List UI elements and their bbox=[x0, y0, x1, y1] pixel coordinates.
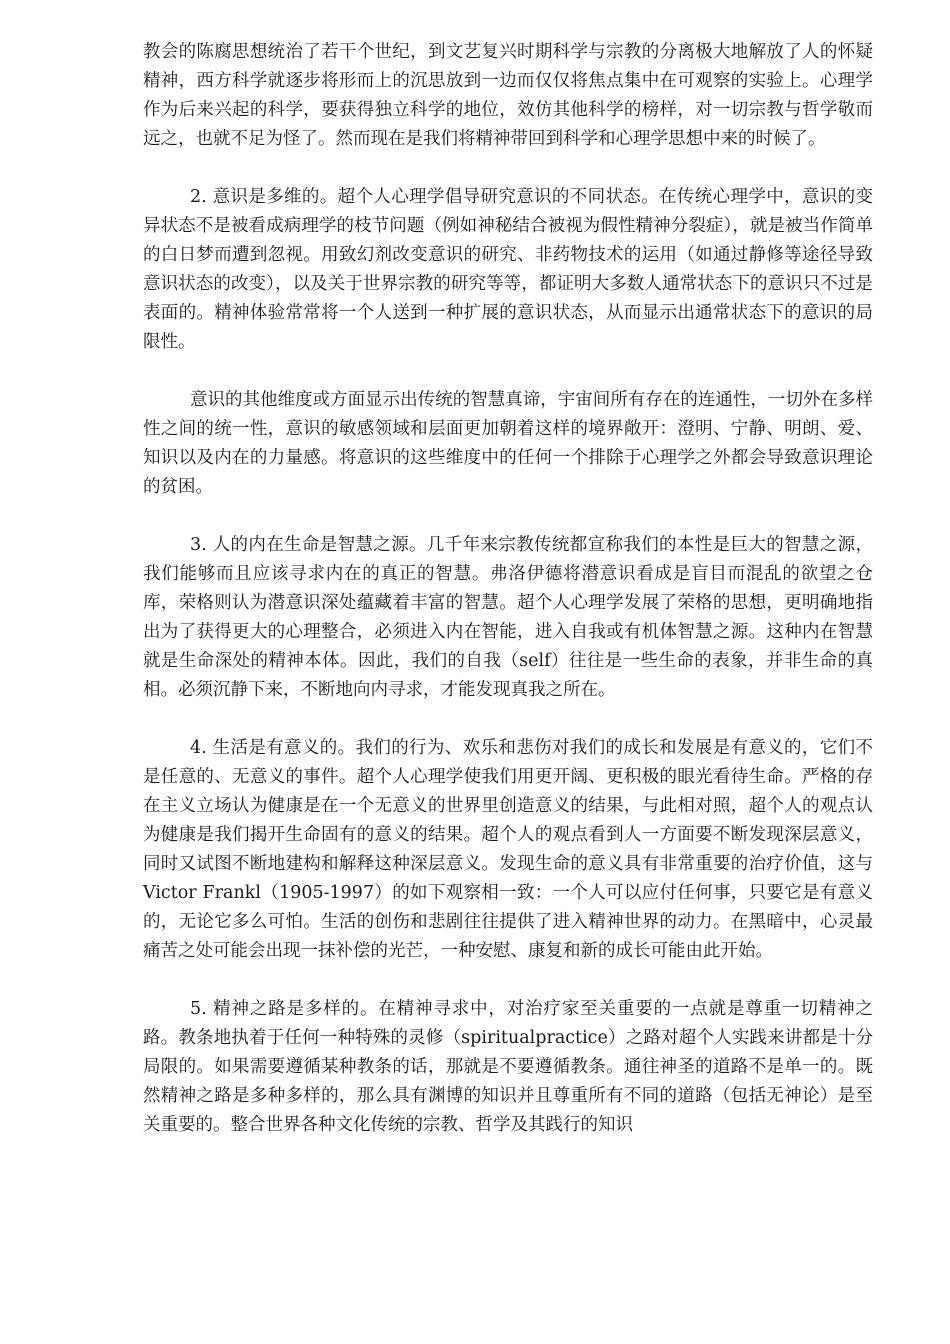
paragraph-point-4: 4. 生活是有意义的。我们的行为、欢乐和悲伤对我们的成长和发展是有意义的，它们不是任意的、无意义的事件。超个人心理学使我们用更开阔、更积极的眼光看待生命。严格的存在主义立场认为健康是在一个无意义的世界里创造意义的结果，与此相对照，超个人的观点认为健康是我们揭开生命固有的意义的结果。超个人的观点看到人一方面要不断发现深层意义，同时又试图不断地建构和解释这种深层意义。发现生命的意义具有非常重要的治疗价值，这与 Victor Frankl（1905-1997）的如下观察相一致：一个人可以应付任何事，只要它是有意义的，无论它多么可怕。生活的创伤和悲剧往往提供了进入精神世界的动力。在黑暗中，心灵最痛苦之处可能会出现一抹补偿的光芒，一种安慰、康复和新的成长可能由此开始。 bbox=[143, 738, 873, 961]
paragraph-point-5: 5. 精神之路是多样的。在精神寻求中，对治疗家至关重要的一点就是尊重一切精神之路。教条地执着于任何一种特殊的灵修（spiritualpractice）之路对超个人实践来讲都是十分局限的。如果需要遵循某种教条的话，那就是不要遵循教条。通往神圣的道路不是单一的。既然精神之路是多种多样的，那么具有渊博的知识并且尊重所有不同的道路（包括无神论）是至关重要的。整合世界各种文化传统的宗教、哲学及其践行的知识 bbox=[143, 999, 873, 1135]
document-page bbox=[143, 38, 873, 1169]
paragraph-intro-continuation: 教会的陈腐思想统治了若干个世纪，到文艺复兴时期科学与宗教的分离极大地解放了人的怀疑精神，西方科学就逐步将形而上的沉思放到一边而仅仅将焦点集中在可观察的实验上。心理学作为后来兴起的科学，要获得独立科学的地位，效仿其他科学的榜样，对一切宗教与哲学敬而远之，也就不足为怪了。然而现在是我们将精神带回到科学和心理学思想中来的时候了。 bbox=[143, 42, 873, 149]
paragraph-point-2-continued: 意识的其他维度或方面显示出传统的智慧真谛，宇宙间所有存在的连通性，一切外在多样性之间的统一性，意识的敏感领域和层面更加朝着这样的境界敞开：澄明、宁静、明朗、爱、知识以及内在的力量感。将意识的这些维度中的任何一个排除于心理学之外都会导致意识理论的贫困。 bbox=[143, 390, 873, 497]
paragraph-point-3: 3. 人的内在生命是智慧之源。几千年来宗教传统都宣称我们的本性是巨大的智慧之源，我们能够而且应该寻求内在的真正的智慧。弗洛伊德将潜意识看成是盲目而混乱的欲望之仓库，荣格则认为潜意识深处蕴藏着丰富的智慧。超个人心理学发展了荣格的思想，更明确地指出为了获得更大的心理整合，必须进入内在智能，进入自我或有机体智慧之源。这种内在智慧就是生命深处的精神本体。因此，我们的自我（self）往往是一些生命的表象，并非生命的真相。必须沉静下来，不断地向内寻求，才能发现真我之所在。 bbox=[143, 535, 873, 700]
paragraph-point-2: 2. 意识是多维的。超个人心理学倡导研究意识的不同状态。在传统心理学中，意识的变异状态不是被看成病理学的枝节问题（例如神秘结合被视为假性精神分裂症），就是被当作简单的白日梦而遭到忽视。用致幻剂改变意识的研究、非药物技术的运用（如通过静修等途径导致意识状态的改变），以及关于世界宗教的研究等等，都证明大多数人通常状态下的意识只不过是表面的。精神体验常常将一个人送到一种扩展的意识状态，从而显示出通常状态下的意识的局限性。 bbox=[143, 187, 873, 352]
